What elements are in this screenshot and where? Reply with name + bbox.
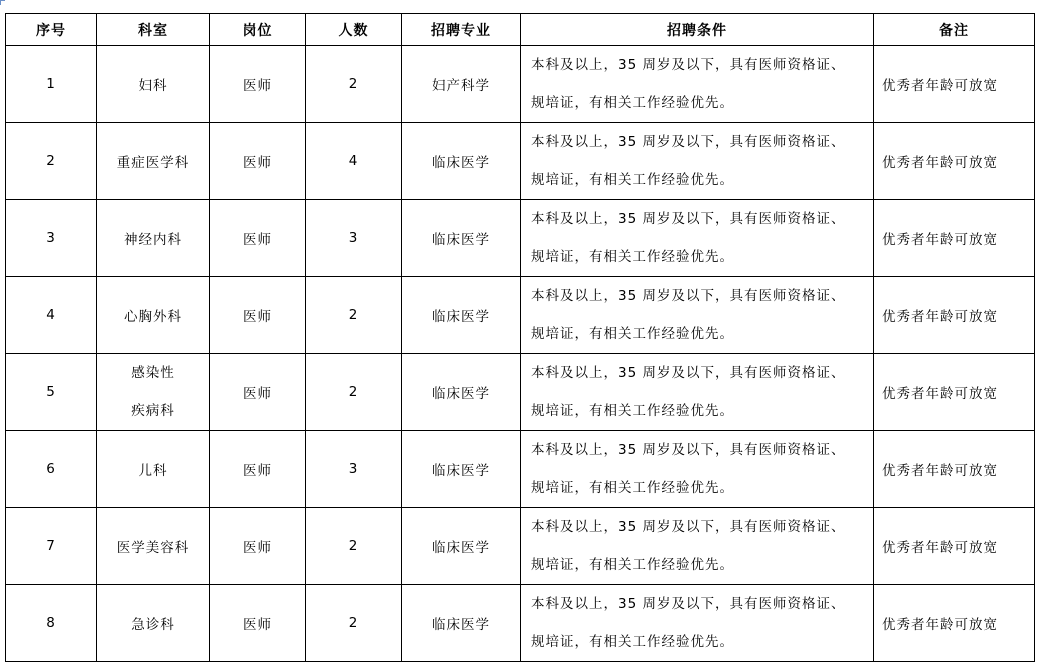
cell-major: 临床医学 [402, 585, 521, 662]
conditions-line-1: 本科及以上，35 周岁及以下，具有医师资格证、 [531, 134, 846, 150]
cell-no: 5 [6, 354, 97, 431]
cell-count: 3 [306, 200, 402, 277]
cell-conditions [521, 200, 874, 277]
conditions-line-2: 规培证，有相关工作经验优先。 [531, 557, 734, 573]
cell-no: 1 [6, 46, 97, 123]
cell-count: 2 [306, 277, 402, 354]
table-row [6, 354, 1035, 431]
dept-line-1: 感染性 [131, 365, 175, 381]
cell-post: 医师 [210, 46, 306, 123]
header-dept: 科室 [97, 14, 210, 46]
cell-major: 临床医学 [402, 508, 521, 585]
cell-major: 临床医学 [402, 354, 521, 431]
cell-dept: 儿科 [97, 431, 210, 508]
cell-major: 临床医学 [402, 123, 521, 200]
table-row [6, 123, 1035, 200]
cell-note: 优秀者年龄可放宽 [874, 585, 1035, 662]
header-no: 序号 [6, 14, 97, 46]
cell-major: 临床医学 [402, 277, 521, 354]
cell-conditions [521, 585, 874, 662]
cell-post: 医师 [210, 123, 306, 200]
conditions-line-2: 规培证，有相关工作经验优先。 [531, 403, 734, 419]
header-major: 招聘专业 [402, 14, 521, 46]
header-row [6, 14, 1035, 46]
header-note: 备注 [874, 14, 1035, 46]
cell-post: 医师 [210, 585, 306, 662]
table-row [6, 585, 1035, 662]
cell-no: 3 [6, 200, 97, 277]
cell-post: 医师 [210, 431, 306, 508]
cell-post: 医师 [210, 508, 306, 585]
conditions-line-2: 规培证，有相关工作经验优先。 [531, 480, 734, 496]
cell-dept [97, 354, 210, 431]
cell-no: 4 [6, 277, 97, 354]
cell-conditions [521, 277, 874, 354]
cell-note: 优秀者年龄可放宽 [874, 46, 1035, 123]
cell-count: 2 [306, 354, 402, 431]
table-row [6, 277, 1035, 354]
cell-conditions [521, 431, 874, 508]
cell-note: 优秀者年龄可放宽 [874, 200, 1035, 277]
table-row [6, 46, 1035, 123]
dept-line-2: 疾病科 [131, 403, 175, 419]
header-conditions: 招聘条件 [521, 14, 874, 46]
cell-note: 优秀者年龄可放宽 [874, 431, 1035, 508]
cell-note: 优秀者年龄可放宽 [874, 123, 1035, 200]
conditions-line-1: 本科及以上，35 周岁及以下，具有医师资格证、 [531, 596, 846, 612]
selection-corner-mark [0, 0, 5, 5]
cell-dept: 神经内科 [97, 200, 210, 277]
conditions-line-1: 本科及以上，35 周岁及以下，具有医师资格证、 [531, 519, 846, 535]
cell-post: 医师 [210, 277, 306, 354]
table-row [6, 431, 1035, 508]
conditions-line-2: 规培证，有相关工作经验优先。 [531, 326, 734, 342]
conditions-line-2: 规培证，有相关工作经验优先。 [531, 172, 734, 188]
conditions-line-2: 规培证，有相关工作经验优先。 [531, 249, 734, 265]
cell-major: 临床医学 [402, 431, 521, 508]
cell-major: 临床医学 [402, 200, 521, 277]
table-row [6, 508, 1035, 585]
cell-count: 2 [306, 508, 402, 585]
cell-no: 8 [6, 585, 97, 662]
cell-no: 6 [6, 431, 97, 508]
cell-note: 优秀者年龄可放宽 [874, 354, 1035, 431]
table-row [6, 200, 1035, 277]
recruitment-table [5, 13, 1035, 662]
cell-count: 2 [306, 46, 402, 123]
header-post: 岗位 [210, 14, 306, 46]
conditions-line-1: 本科及以上，35 周岁及以下，具有医师资格证、 [531, 211, 846, 227]
cell-conditions [521, 123, 874, 200]
conditions-line-1: 本科及以上，35 周岁及以下，具有医师资格证、 [531, 365, 846, 381]
cell-conditions [521, 508, 874, 585]
cell-conditions [521, 46, 874, 123]
cell-count: 2 [306, 585, 402, 662]
conditions-line-2: 规培证，有相关工作经验优先。 [531, 95, 734, 111]
cell-no: 7 [6, 508, 97, 585]
cell-dept: 心胸外科 [97, 277, 210, 354]
cell-count: 3 [306, 431, 402, 508]
cell-dept: 妇科 [97, 46, 210, 123]
cell-dept: 重症医学科 [97, 123, 210, 200]
conditions-line-1: 本科及以上，35 周岁及以下，具有医师资格证、 [531, 288, 846, 304]
cell-no: 2 [6, 123, 97, 200]
conditions-line-1: 本科及以上，35 周岁及以下，具有医师资格证、 [531, 442, 846, 458]
cell-post: 医师 [210, 200, 306, 277]
cell-note: 优秀者年龄可放宽 [874, 508, 1035, 585]
cell-dept: 急诊科 [97, 585, 210, 662]
cell-note: 优秀者年龄可放宽 [874, 277, 1035, 354]
cell-conditions [521, 354, 874, 431]
conditions-line-1: 本科及以上，35 周岁及以下，具有医师资格证、 [531, 57, 846, 73]
cell-post: 医师 [210, 354, 306, 431]
header-count: 人数 [306, 14, 402, 46]
cell-dept: 医学美容科 [97, 508, 210, 585]
conditions-line-2: 规培证，有相关工作经验优先。 [531, 634, 734, 650]
cell-count: 4 [306, 123, 402, 200]
cell-major: 妇产科学 [402, 46, 521, 123]
